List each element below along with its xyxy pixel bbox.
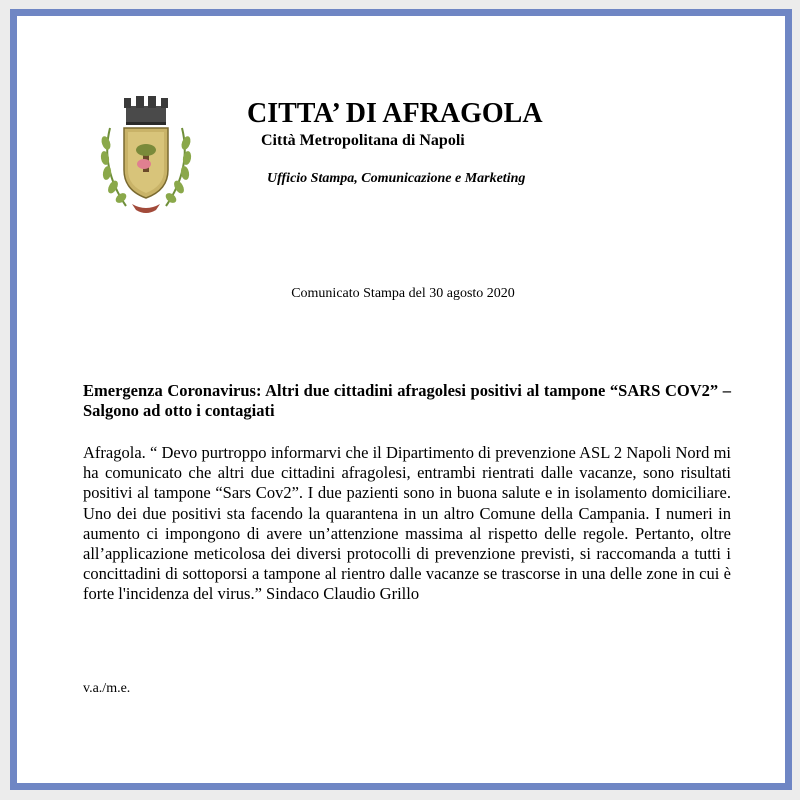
press-release-headline: Emergenza Coronavirus: Altri due cittadini afragolesi positivi al tampone “SARS COV2” – Salgono ad otto i contagiati: [83, 381, 731, 420]
coat-of-arms-icon: [96, 88, 196, 216]
document-frame: [10, 9, 792, 790]
press-release-body: Afragola. “ Devo purtroppo informarvi che il Dipartimento di prevenzione ASL 2 Napoli Nord mi ha comunicato che altri due cittadini afragolesi, entrambi rientrati dalle vacanze, sono risultati positivi al tampone “Sars Cov2”. I due pazienti sono in buona salute e in isolamento domiciliare. Uno dei due positivi sta facendo la quarantena in un altro Comune della Campania. I numeri in aumento ci impongono di avere un’attenzione massima al rispetto delle regole. Pertanto, oltre all’applicazione meticolosa dei diversi protocolli di prevenzione previsti, si raccomanda a tutti i concittadini di sottoporsi a tampone al rientro dalle vacanze se trascorse in una delle zone in cui è forte l'incidenza del virus.” Sindaco Claudio Grillo: [83, 443, 731, 604]
signoff-initials: v.a./m.e.: [83, 681, 131, 696]
city-title: CITTA’ DI AFRAGOLA: [247, 98, 543, 129]
press-release-date: Comunicato Stampa del 30 agosto 2020: [291, 286, 515, 301]
office-name: Ufficio Stampa, Comunicazione e Marketing: [267, 171, 526, 186]
metropolitan-subtitle: Città Metropolitana di Napoli: [261, 132, 465, 149]
